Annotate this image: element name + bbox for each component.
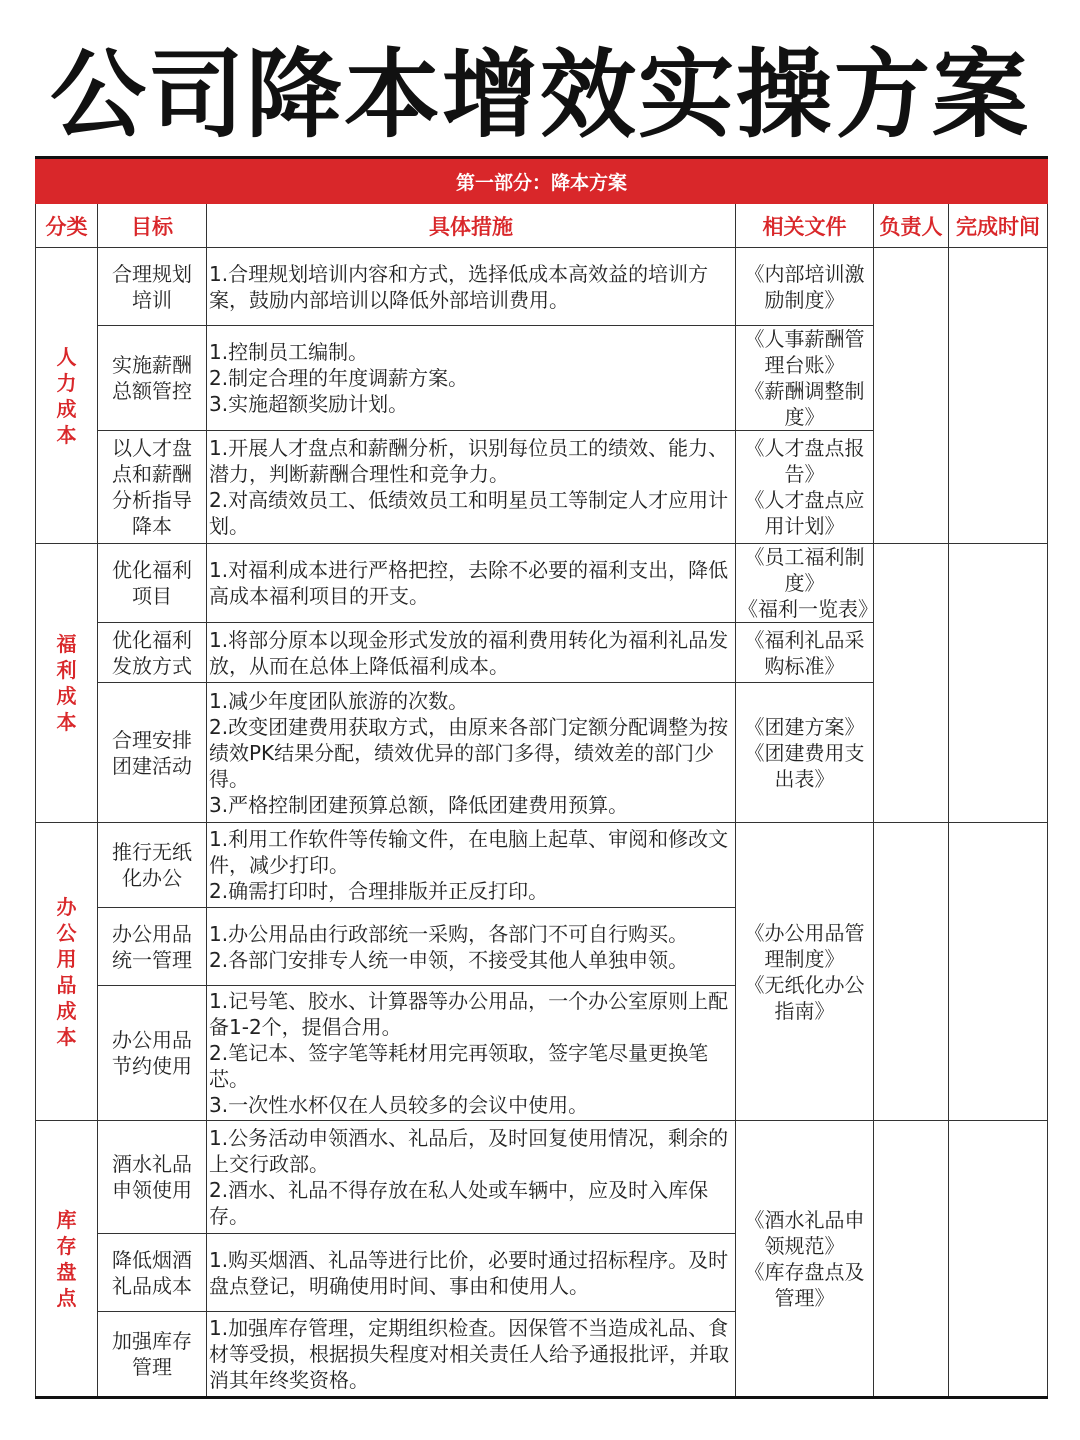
measures-cell bbox=[207, 248, 736, 326]
measure-line: 1.购买烟酒、礼品等进行比价，必要时通过招标程序。及时盘点登记，明确使用时间、事由和使用人。 bbox=[209, 1247, 729, 1298]
owner-cell bbox=[874, 544, 949, 823]
header-owner: 负责人 bbox=[874, 204, 949, 248]
measure-line: 1.记号笔、胶水、计算器等办公用品，一个办公室原则上配备1-2个，提倡合用。 bbox=[209, 989, 729, 1039]
doc-line: 《团建方案》 bbox=[744, 714, 865, 739]
measures-cell bbox=[207, 623, 736, 683]
measure-line: 2.对高绩效员工、低绩效员工和明星员工等制定人才应用计划。 bbox=[209, 488, 729, 538]
goal-cell: 实施薪酬总额管控 bbox=[98, 326, 207, 431]
docs-cell bbox=[736, 326, 874, 431]
owner-cell bbox=[874, 823, 949, 1121]
goal-cell: 推行无纸化办公 bbox=[98, 823, 207, 908]
measure-line: 2.笔记本、签字笔等耗材用完再领取，签字笔尽量更换笔芯。 bbox=[209, 1041, 709, 1091]
measure-line: 3.一次性水杯仅在人员较多的会议中使用。 bbox=[209, 1093, 589, 1117]
goal-cell: 优化福利项目 bbox=[98, 544, 207, 623]
header-goal: 目标 bbox=[98, 204, 207, 248]
measure-line: 1.办公用品由行政部统一采购，各部门不可自行购买。 bbox=[209, 921, 689, 946]
measures-cell bbox=[207, 1312, 736, 1398]
doc-line: 《人事薪酬管理台账》 bbox=[744, 327, 865, 377]
measure-line: 3.严格控制团建预算总额，降低团建费用预算。 bbox=[209, 792, 629, 817]
category-cell: 库存盘点 bbox=[36, 1121, 98, 1398]
docs-cell bbox=[736, 544, 878, 623]
measures-cell bbox=[207, 908, 736, 986]
goal-cell: 降低烟酒礼品成本 bbox=[98, 1234, 207, 1312]
measure-line: 1.对福利成本进行严格把控，去除不必要的福利支出，降低高成本福利项目的开支。 bbox=[209, 558, 729, 608]
table-row bbox=[36, 544, 1048, 623]
measures-cell bbox=[207, 326, 736, 431]
goal-cell: 酒水礼品申领使用 bbox=[98, 1121, 207, 1234]
docs-cell bbox=[736, 1121, 874, 1398]
page-title: 公司降本增效实操方案 bbox=[50, 39, 1030, 151]
measures-cell bbox=[207, 1121, 736, 1234]
doc-line: 《办公用品管理制度》 bbox=[744, 920, 865, 971]
docs-cell bbox=[736, 683, 874, 823]
docs-cell bbox=[736, 623, 874, 683]
doc-line: 《酒水礼品申领规范》 bbox=[744, 1207, 865, 1258]
deadline-cell bbox=[949, 544, 1048, 823]
docs-cell bbox=[736, 823, 874, 1121]
measure-line: 1.利用工作软件等传输文件，在电脑上起草、审阅和修改文件，减少打印。 bbox=[209, 827, 729, 877]
docs-cell bbox=[736, 431, 874, 544]
measure-line: 1.将部分原本以现金形式发放的福利费用转化为福利礼品发放，从而在总体上降低福利成本。 bbox=[209, 627, 729, 678]
measure-line: 2.制定合理的年度调薪方案。 bbox=[209, 366, 469, 390]
goal-cell: 办公用品节约使用 bbox=[98, 986, 207, 1121]
goal-cell: 合理规划培训 bbox=[98, 248, 207, 326]
measures-cell bbox=[207, 683, 736, 823]
measure-line: 1.合理规划培训内容和方式，选择低成本高效益的培训方案，鼓励内部培训以降低外部培训费用。 bbox=[209, 261, 709, 312]
header-deadline: 完成时间 bbox=[949, 204, 1048, 248]
measure-line: 1.加强库存管理，定期组织检查。因保管不当造成礼品、食材等受损，根据损失程度对相关责任人给予通报批评，并取消其年终奖资格。 bbox=[209, 1316, 729, 1392]
owner-cell bbox=[874, 248, 949, 544]
doc-line: 《库存盘点及管理》 bbox=[744, 1259, 865, 1310]
goal-cell: 以人才盘点和薪酬分析指导降本 bbox=[98, 431, 207, 544]
measure-line: 1.公务活动申领酒水、礼品后，及时回复使用情况，剩余的上交行政部。 bbox=[209, 1126, 729, 1176]
goal-cell: 优化福利发放方式 bbox=[98, 623, 207, 683]
measure-line: 2.酒水、礼品不得存放在私人处或车辆中，应及时入库保存。 bbox=[209, 1178, 709, 1228]
doc-line: 《人才盘点报告》 bbox=[744, 436, 865, 486]
doc-line: 《内部培训激励制度》 bbox=[744, 261, 865, 312]
header-row bbox=[36, 204, 1048, 248]
plan-table-body bbox=[36, 248, 1048, 1398]
measures-cell bbox=[207, 823, 736, 908]
measure-line: 1.开展人才盘点和薪酬分析，识别每位员工的绩效、能力、潜力，判断薪酬合理性和竞争力。 bbox=[209, 436, 729, 486]
section-banner-row bbox=[36, 158, 1048, 204]
doc-line: 《员工福利制度》 bbox=[744, 545, 865, 595]
measures-cell bbox=[207, 986, 736, 1121]
doc-line: 《人才盘点应用计划》 bbox=[744, 488, 865, 538]
measure-line: 2.各部门安排专人统一申领，不接受其他人单独申领。 bbox=[209, 947, 689, 972]
measure-line: 1.减少年度团队旅游的次数。 bbox=[209, 688, 469, 713]
doc-line: 《薪酬调整制度》 bbox=[744, 379, 865, 429]
plan-table bbox=[35, 156, 1048, 1399]
header-category: 分类 bbox=[36, 204, 98, 248]
doc-line: 《福利一览表》 bbox=[738, 597, 878, 621]
deadline-cell bbox=[949, 1121, 1048, 1398]
doc-line: 《福利礼品采购标准》 bbox=[744, 627, 865, 678]
table-row bbox=[36, 823, 1048, 908]
goal-cell: 办公用品统一管理 bbox=[98, 908, 207, 986]
measure-line: 2.改变团建费用获取方式，由原来各部门定额分配调整为按绩效PK结果分配，绩效优异的部门多得，绩效差的部门少得。 bbox=[209, 714, 729, 791]
goal-cell: 合理安排团建活动 bbox=[98, 683, 207, 823]
deadline-cell bbox=[949, 248, 1048, 544]
category-cell: 办公用品成本 bbox=[36, 823, 98, 1121]
section-banner: 第一部分：降本方案 bbox=[36, 158, 1048, 204]
header-measures: 具体措施 bbox=[207, 204, 736, 248]
table-row bbox=[36, 248, 1048, 326]
header-docs: 相关文件 bbox=[736, 204, 874, 248]
category-cell: 人力成本 bbox=[36, 248, 98, 544]
measure-line: 2.确需打印时，合理排版并正反打印。 bbox=[209, 879, 549, 903]
goal-cell: 加强库存管理 bbox=[98, 1312, 207, 1398]
measure-line: 1.控制员工编制。 bbox=[209, 340, 369, 364]
deadline-cell bbox=[949, 823, 1048, 1121]
measures-cell bbox=[207, 544, 736, 623]
doc-line: 《无纸化办公指南》 bbox=[744, 972, 865, 1023]
docs-cell bbox=[736, 248, 874, 326]
category-cell: 福利成本 bbox=[36, 544, 98, 823]
measures-cell bbox=[207, 431, 736, 544]
table-row bbox=[36, 1121, 1048, 1234]
measures-cell bbox=[207, 1234, 736, 1312]
owner-cell bbox=[874, 1121, 949, 1398]
measure-line: 3.实施超额奖励计划。 bbox=[209, 392, 409, 416]
doc-line: 《团建费用支出表》 bbox=[744, 740, 865, 791]
